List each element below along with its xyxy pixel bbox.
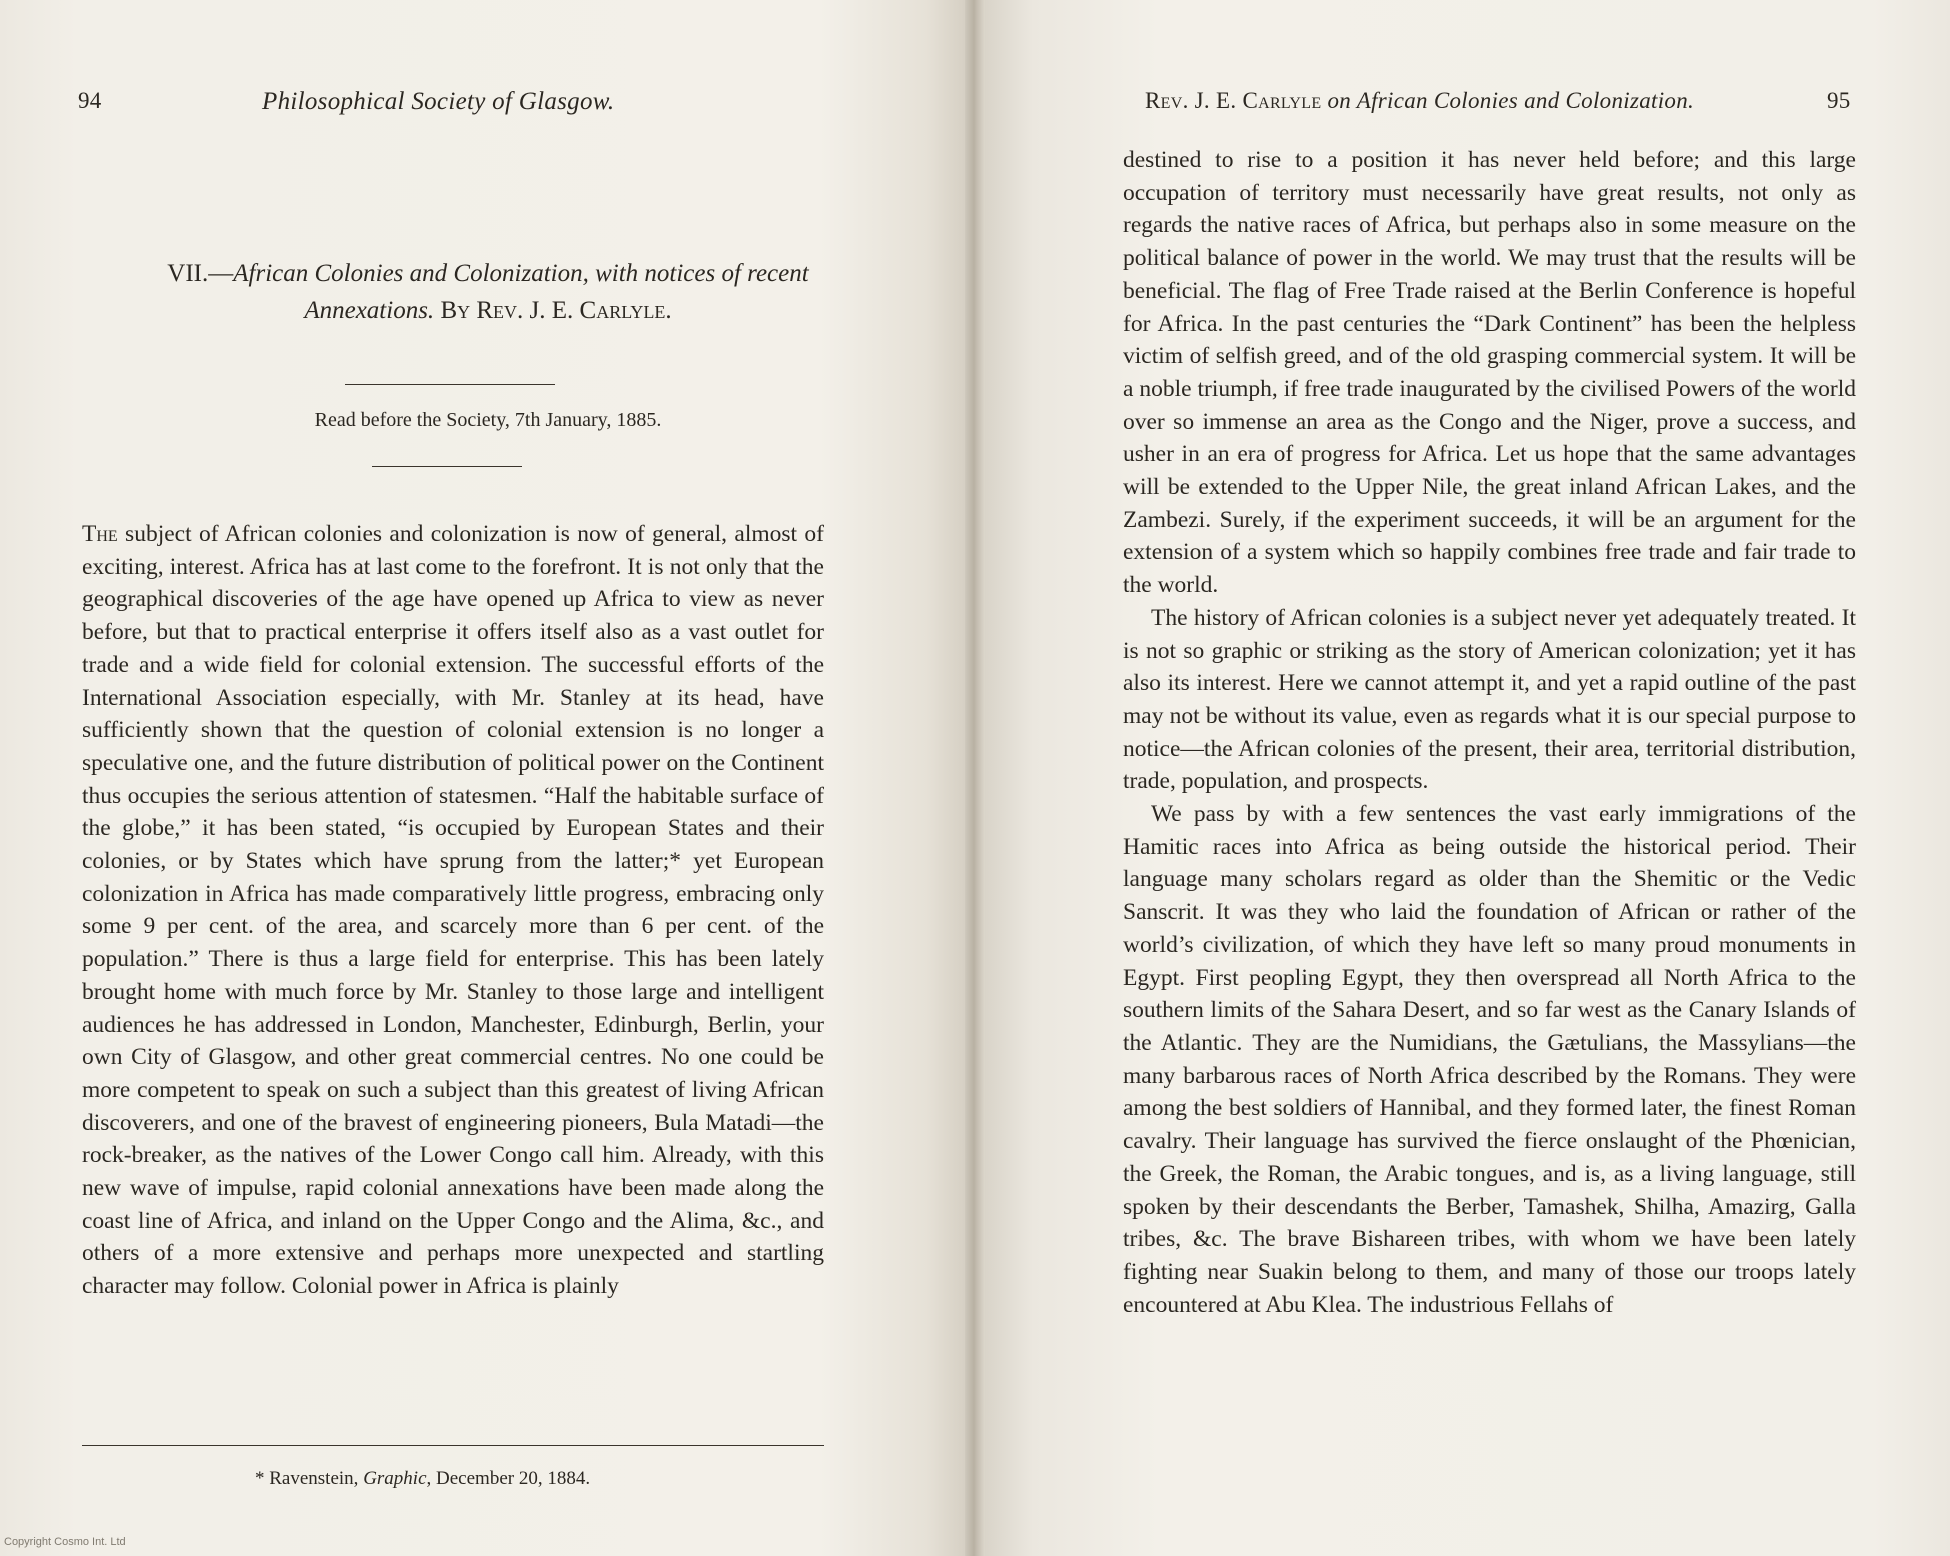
left-page	[0, 0, 965, 1556]
right-paragraph: We pass by with a few sentences the vast early immigrations of the Hamitic races into Africa as being outside the historical period. Their language many scholars regard as older than the Shemitic or the Vedic Sanscrit. It was they who laid the foundation of African or rather of the world’s civilization, of which they have left so many proud monuments in Egypt. First peopling Egypt, they then overspread all North Africa to the southern limits of the Sahara Desert, and so far west as the Canary Islands of the Atlantic. They are the Numidians, the Gætulians, the Massylians—the many barbarous races of North Africa described by the Romans. They were among the best soldiers of Hannibal, and they formed later, the finest Roman cavalry. Their language has survived the fierce onslaught of the Phœnician, the Greek, the Roman, the Arabic tongues, and is, as a living language, still spoken by their descendants the Berber, Tamashek, Shilha, Amazirg, Galla tribes, &c. The brave Bishareen tribes, with whom we have been lately fighting near Suakin belong to them, and many of those our troops lately encountered at Abu Klea. The industrious Fellahs of	[1123, 801, 1856, 1318]
running-title-italic: African Colonies and Colonization.	[1356, 88, 1695, 113]
footnote	[255, 1468, 590, 1490]
running-title-author: Rev. J. E. Carlyle	[1145, 88, 1322, 113]
footnote-suffix: , December 20, 1884.	[426, 1468, 591, 1489]
right-paragraph: destined to rise to a position it has never held before; and this large occupation of territory must necessarily have great results, not only as regards the native races of Africa, but perhaps also in some measure on the political balance of power in the world. We may trust that the results will be beneficial. The flag of Free Trade raised at the Berlin Conference is hopeful for Africa. In the past centuries the “Dark Continent” has been the helpless victim of selfish greed, and of the old grasping commercial system. It will be a noble triumph, if free trade inaugurated by the civilised Powers of the world over so immense an area as the Congo and the Niger, prove a success, and usher in an era of progress for Africa. Let us hope that the same advantages will be extended to the Upper Nile, the great inland African Lakes, and the Zambezi. Surely, if the experiment succeeds, it will be an argument for the extension of a system which so happily combines free trade and fair trade to the world.	[1123, 147, 1856, 599]
book-gutter	[965, 0, 985, 1556]
left-running-title: Philosophical Society of Glasgow.	[262, 88, 615, 115]
article-title-prefix: VII.—	[167, 260, 234, 287]
right-running-title	[1145, 88, 1694, 114]
article-title-italic: African Colonies and Colonization, with notices of recent Annexations.	[233, 260, 809, 324]
right-paragraph: The history of African colonies is a subject never yet adequately treated. It is not so graphic or striking as the story of American colonization; yet it has also its interest. Here we cannot attempt it, and yet a rapid outline of the past may not be without its value, even as regards what it is our special purpose to notice—the African colonies of the present, their area, territorial distribution, trade, population, and prospects.	[1123, 604, 1856, 795]
footnote-italic: Graphic	[363, 1468, 427, 1489]
footnote-rule	[82, 1445, 824, 1446]
footnote-prefix: * Ravenstein,	[255, 1468, 364, 1489]
title-rule-bottom	[372, 466, 522, 467]
title-rule-top	[345, 384, 555, 385]
right-body-text	[1123, 144, 1856, 1321]
running-title-on: on	[1321, 88, 1357, 113]
article-title	[138, 255, 838, 329]
lead-word: The	[82, 521, 118, 547]
left-page-number: 94	[78, 88, 102, 113]
left-paragraph	[82, 518, 824, 1303]
copyright-watermark: Copyright Cosmo Int. Ltd	[4, 1536, 126, 1548]
article-byline: By Rev. J. E. Carlyle.	[434, 297, 672, 324]
right-page	[985, 0, 1950, 1556]
read-before-note: Read before the Society, 7th January, 1885.	[314, 409, 662, 431]
right-page-number: 95	[1827, 88, 1851, 113]
left-paragraph-text: subject of African colonies and colonization is now of general, almost of exciting, interest. Africa has at last come to the forefront. It is not only that the geographical discoveries of the age have opened up Africa to view as never before, but that to practical enterprise it offers itself also as a vast outlet for trade and a wide field for colonial extension. The successful efforts of the International Association especially, with Mr. Stanley at its head, have sufficiently shown that the question of colonial extension is no longer a speculative one, and the future distribution of political power on the Continent thus occupies the serious attention of statesmen. “Half the habitable surface of the globe,” it has been stated, “is occupied by European States and their colonies, or by States which have sprung from the latter;* yet European colonization in Africa has made comparatively little progress, embracing only some 9 per cent. of the area, and scarcely more than 6 per cent. of the population.” There is thus a large field for enterprise. This has been lately brought home with much force by Mr. Stanley to those large and intelligent audiences he has addressed in London, Manchester, Edinburgh, Berlin, your own City of Glasgow, and other great commercial centres. No one could be more competent to speak on such a subject than this greatest of living African discoverers, and one of the bravest of engineering pioneers, Bula Matadi—the rock-breaker, as the natives of the Lower Congo call him. Already, with this new wave of impulse, rapid colonial annexations have been made along the coast line of Africa, and inland on the Upper Congo and the Alima, &c., and others of a more extensive and perhaps more unexpected and startling character may follow. Colonial power in Africa is plainly	[82, 521, 824, 1300]
left-body-text	[82, 518, 824, 1303]
